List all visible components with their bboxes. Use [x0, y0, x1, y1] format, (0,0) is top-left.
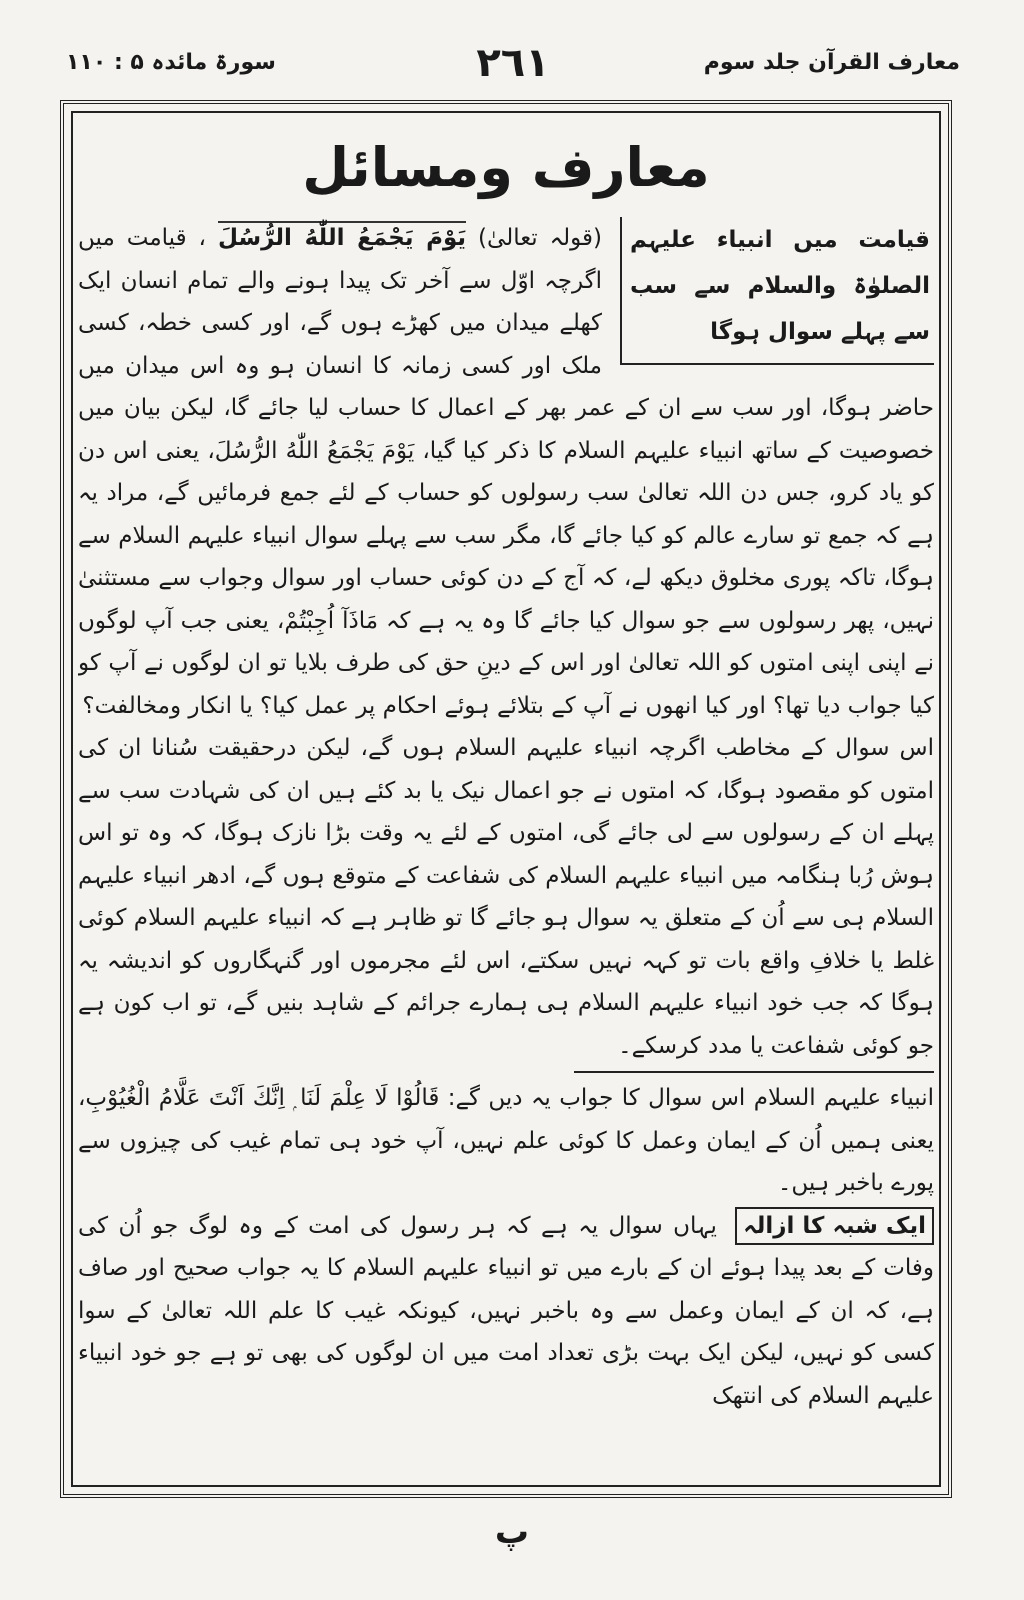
paragraph-4-text: یہاں سوال یہ ہے کہ ہر رسول کی امت کے وہ لوگ جو اُن کی وفات کے بعد پیدا ہوئے ان کے بارے میں تو انبیاء علیہم السلام کا یہ جواب صحیح اور صاف ہے، کہ ان کے ایمان وعمل سے وہ باخبر نہیں، کیونکہ غیب کا علم اللہ تعالیٰ کے سوا کسی کو نہیں، لیکن ایک بہت بڑی تعداد امت میں ان لوگوں کی بھی تو ہے جو خود انبیاء علیہم السلام کی انتھک: [78, 1212, 934, 1409]
paragraph-3: [78, 1077, 934, 1205]
paragraph-1-text: ، قیامت میں اگرچہ اوّل سے آخر تک پیدا ہونے والے تمام انسان ایک کھلے میدان میں کھڑے ہوں گے، اور کسی خطہ، کسی ملک اور کسی زمانہ کا انسان ہو وہ اس میدان میں حاضر ہوگا، اور سب سے ان کے عمر بھر کے اعمال کا حساب لیا جائے گا، لیکن بیان میں خصوصیت کے ساتھ انبیاء علیہم السلام کا ذکر کیا گیا، يَوْمَ يَجْمَعُ اللّٰهُ الرُّسُلَ، یعنی اس دن کو یاد کرو، جس دن اللہ تعالیٰ سب رسولوں کو حساب کے لئے جمع فرمائیں گے، مراد یہ ہے کہ جمع تو سارے عالم کو کیا جائے گا، مگر سب سے پہلے سوال انبیاء علیہم السلام سے ہوگا، تاکہ پوری مخلوق دیکھ لے، کہ آج کے دن کوئی حساب اور سوال وجواب سے مستثنیٰ نہیں، پھر رسولوں سے جو سوال کیا جائے گا وہ یہ ہے کہ مَاذَآ اُجِبْتُمْ، یعنی جب آپ لوگوں نے اپنی اپنی امتوں کو اللہ تعالیٰ اور اس کے دینِ حق کی طرف بلایا تو ان لوگوں نے آپ کو کیا جواب دیا تھا؟ اور کیا انھوں نے آپ کے بتلائے ہوئے احکام پر عمل کیا؟ یا انکار ومخالفت؟: [78, 225, 934, 719]
paragraph-2-text: اس سوال کے مخاطب اگرچہ انبیاء علیہم السلام ہوں گے، لیکن درحقیقت سُنانا ان کی امتوں کو مقصود ہوگا، کہ امتوں نے جو اعمال نیک یا بد کئے ہیں ان کی شہادت سب سے پہلے ان کے رسولوں سے لی جائے گی، امتوں کے لئے یہ وقت بڑا نازک ہوگا، کہ وہ تو اس ہوش رُبا ہنگامہ میں انبیاء علیہم السلام کی شفاعت کے متوقع ہوں گے، ادھر انبیاء علیہم السلام ہی سے اُن کے متعلق یہ سوال ہو جائے گا تو ظاہر ہے کہ انبیاء علیہم السلام کوئی غلط یا خلافِ واقع بات تو کہہ نہیں سکتے، اس لئے مجرموں اور گنہگاروں کو اندیشہ یہ ہوگا کہ جب خود انبیاء علیہم السلام ہی ہمارے جرائم کے شاہد بنیں گے، تو اب کون ہے جو کوئی شفاعت یا مدد کرسکے۔: [78, 735, 934, 1059]
divider-rule: [574, 1071, 934, 1073]
page-content: [78, 122, 934, 1490]
page-header: [66, 40, 960, 92]
subheading-box: ایک شبہ کا ازالہ: [735, 1207, 934, 1245]
intro-block: [78, 217, 934, 727]
paragraph-2: [78, 727, 934, 1067]
paragraph-3-text: انبیاء علیہم السلام اس سوال کا جواب یہ دیں گے: قَالُوْا لَا عِلْمَ لَنَا ۭ اِنَّكَ اَنْتَ عَلَّامُ الْغُيُوْبِ، یعنی ہمیں اُن کے ایمان وعمل کا کوئی علم نہیں، آپ خود ہی تمام غیب کی چیزوں سے پورے باخبر ہیں۔: [78, 1085, 934, 1196]
side-heading-box: قیامت میں انبیاء علیہم الصلوٰۃ والسلام سے سب سے پہلے سوال ہوگا: [620, 217, 934, 365]
paragraph-4: [78, 1205, 934, 1418]
surah-reference: سورۃ مائدہ ۵ : ١١٠: [66, 50, 276, 75]
footer-mark: پ: [494, 1512, 530, 1552]
paragraph-1-prefix: (قولہ تعالیٰ): [478, 225, 603, 251]
book-title: معارف القرآن جلد سوم: [703, 50, 960, 75]
section-title: معارف ومسائل: [302, 136, 710, 199]
quran-ayah: يَوْمَ يَجْمَعُ اللّٰهُ الرُّسُلَ: [218, 221, 466, 251]
page-number: ٢٦١: [476, 40, 550, 86]
